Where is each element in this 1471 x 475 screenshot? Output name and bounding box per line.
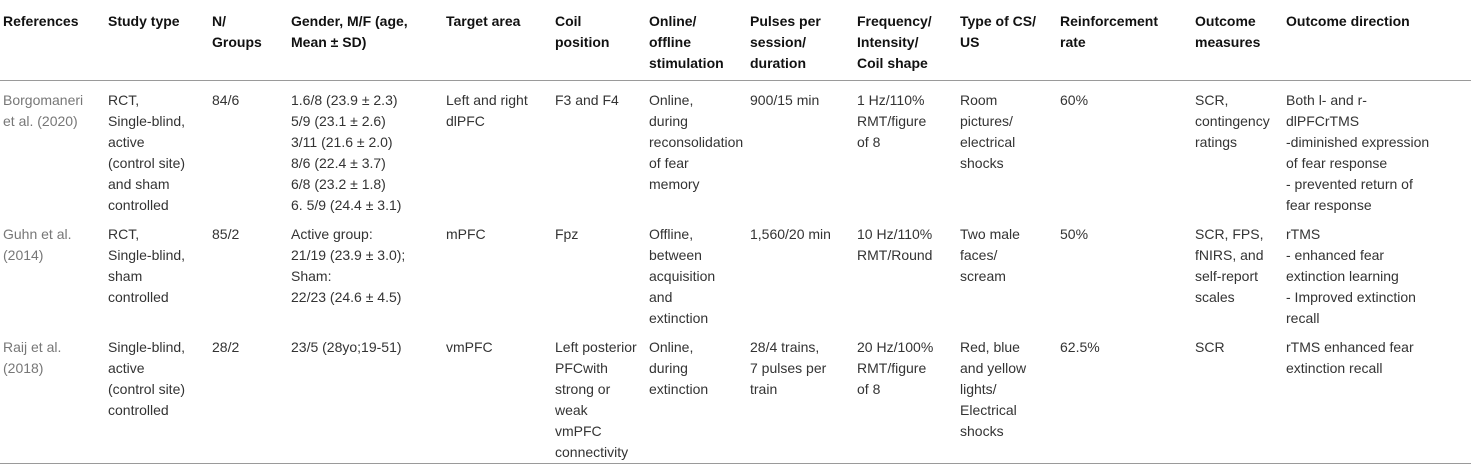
cell-text: 1,560/20 min	[750, 226, 831, 242]
cell-references	[0, 329, 104, 464]
cell-n-groups	[208, 329, 287, 464]
cell-text: extinction	[649, 381, 709, 397]
cell-study-type	[104, 81, 208, 217]
header-text: N/	[212, 13, 226, 29]
cell-text: RCT,	[108, 226, 140, 242]
cell-text: SCR	[1195, 339, 1225, 355]
cell-text: mPFC	[446, 226, 486, 242]
cell-text: of fear response	[1286, 155, 1388, 171]
column-header-frequency-intensity	[853, 0, 956, 81]
column-header-study-type	[104, 0, 208, 81]
cell-text: 60%	[1060, 92, 1089, 108]
header-text: Coil shape	[857, 55, 928, 71]
cell-text: RMT/figure	[857, 360, 927, 376]
cell-text: of 8	[857, 381, 881, 397]
cell-text: 85/2	[212, 226, 240, 242]
cell-text: and	[649, 289, 673, 305]
cell-text: of 8	[857, 134, 881, 150]
header-text: Coil	[555, 13, 582, 29]
cell-text: vmPFC	[555, 423, 602, 439]
cell-text: 50%	[1060, 226, 1089, 242]
cell-target-area	[442, 329, 551, 464]
header-text: US	[960, 34, 980, 50]
cell-text: -diminished expression	[1286, 134, 1430, 150]
cell-text: fear response	[1286, 197, 1372, 213]
header-text: position	[555, 34, 610, 50]
cell-text: strong or	[555, 381, 611, 397]
cell-text: Single-blind,	[108, 247, 186, 263]
cell-text: shocks	[960, 155, 1004, 171]
cell-text: extinction	[649, 310, 709, 326]
cell-frequency-intensity	[853, 329, 956, 464]
cell-text: RCT,	[108, 92, 140, 108]
cell-study-type	[104, 216, 208, 329]
cell-text: Single-blind,	[108, 339, 186, 355]
cell-text: PFCwith	[555, 360, 608, 376]
cell-text: train	[750, 381, 778, 397]
cell-text: Two male	[960, 226, 1020, 242]
cell-text: et al. (2020)	[3, 113, 78, 129]
cell-text: memory	[649, 176, 700, 192]
table-body	[0, 81, 1471, 464]
cell-text: - enhanced fear	[1286, 247, 1385, 263]
cell-text: rTMS enhanced fear	[1286, 339, 1414, 355]
column-header-n-groups	[208, 0, 287, 81]
cell-text: Offline,	[649, 226, 694, 242]
table-row	[0, 216, 1471, 329]
cell-text: Sham:	[291, 268, 332, 284]
cell-text: (control site)	[108, 381, 186, 397]
header-text: Gender, M/F (age,	[291, 13, 408, 29]
cell-text: 8/6 (22.4 ± 3.7)	[291, 155, 386, 171]
column-header-coil-position	[551, 0, 645, 81]
cell-text: weak	[555, 402, 588, 418]
cell-reinforcement-rate	[1056, 329, 1191, 464]
cell-text: Online,	[649, 339, 694, 355]
cell-text: 7 pulses per	[750, 360, 827, 376]
cell-online-offline	[645, 329, 746, 464]
cell-text: 900/15 min	[750, 92, 820, 108]
cell-text: sham	[108, 268, 143, 284]
cell-text: Fpz	[555, 226, 579, 242]
header-text: Reinforcement	[1060, 13, 1159, 29]
cell-cs-us-type	[956, 216, 1056, 329]
cell-outcome-measures	[1191, 216, 1282, 329]
cell-text: extinction recall	[1286, 360, 1383, 376]
cell-text: vmPFC	[446, 339, 493, 355]
cell-text: fNIRS, and	[1195, 247, 1264, 263]
cell-target-area	[442, 216, 551, 329]
cell-text: Both l- and r-	[1286, 92, 1367, 108]
cell-text: lights/	[960, 381, 997, 397]
cell-text: recall	[1286, 310, 1320, 326]
cell-coil-position	[551, 329, 645, 464]
header-text: References	[3, 13, 79, 29]
cell-text: 6/8 (23.2 ± 1.8)	[291, 176, 386, 192]
column-header-gender-age	[287, 0, 442, 81]
cell-text: 28/4 trains,	[750, 339, 820, 355]
cell-text: during	[649, 113, 688, 129]
header-text: Mean ± SD)	[291, 34, 367, 50]
cell-text: 23/5 (28yo;19-51)	[291, 339, 402, 355]
cell-text: controlled	[108, 289, 169, 305]
column-header-references	[0, 0, 104, 81]
header-text: session/	[750, 34, 807, 50]
cell-text: Single-blind,	[108, 113, 186, 129]
cell-text: Red, blue	[960, 339, 1020, 355]
cell-text: and yellow	[960, 360, 1027, 376]
table-header	[0, 0, 1471, 81]
cell-pulses-duration	[746, 329, 853, 464]
cell-text: Electrical	[960, 402, 1017, 418]
cell-cs-us-type	[956, 81, 1056, 217]
cell-text: self-report	[1195, 268, 1259, 284]
cell-text: of fear	[649, 155, 689, 171]
header-row	[0, 0, 1471, 81]
header-text: Frequency/	[857, 13, 932, 29]
header-text: offline	[649, 34, 691, 50]
cell-text: F3 and F4	[555, 92, 619, 108]
cell-text: and sham	[108, 176, 170, 192]
header-text: rate	[1060, 34, 1086, 50]
table-row	[0, 329, 1471, 464]
cell-n-groups	[208, 81, 287, 217]
cell-text: 22/23 (24.6 ± 4.5)	[291, 289, 402, 305]
cell-text: scales	[1195, 289, 1235, 305]
cell-text: active	[108, 360, 145, 376]
cell-text: 1 Hz/110%	[857, 92, 925, 108]
cell-outcome-measures	[1191, 81, 1282, 217]
cell-study-type	[104, 329, 208, 464]
cell-text: Active group:	[291, 226, 373, 242]
header-text: Outcome	[1195, 13, 1256, 29]
cell-gender-age	[287, 216, 442, 329]
cell-text: Left posterior	[555, 339, 637, 355]
cell-references	[0, 81, 104, 217]
cell-cs-us-type	[956, 329, 1056, 464]
cell-text: shocks	[960, 423, 1004, 439]
cell-text: Borgomaneri	[3, 92, 84, 108]
cell-text: RMT/Round	[857, 247, 933, 263]
cell-pulses-duration	[746, 81, 853, 217]
cell-reinforcement-rate	[1056, 81, 1191, 217]
cell-outcome-direction	[1282, 81, 1471, 217]
cell-text: (2014)	[3, 247, 44, 263]
cell-text: between	[649, 247, 702, 263]
cell-text: SCR, FPS,	[1195, 226, 1264, 242]
header-text: Target area	[446, 13, 521, 29]
cell-text: electrical	[960, 134, 1016, 150]
cell-text: Online,	[649, 92, 694, 108]
cell-text: Left and right	[446, 92, 528, 108]
cell-outcome-direction	[1282, 216, 1471, 329]
header-text: Study type	[108, 13, 180, 29]
cell-text: scream	[960, 268, 1006, 284]
cell-text: 20 Hz/100%	[857, 339, 934, 355]
cell-gender-age	[287, 81, 442, 217]
cell-outcome-measures	[1191, 329, 1282, 464]
cell-text: ratings	[1195, 134, 1238, 150]
cell-text: Raij et al.	[3, 339, 62, 355]
cell-outcome-direction	[1282, 329, 1471, 464]
header-text: Groups	[212, 34, 262, 50]
cell-text: - Improved extinction	[1286, 289, 1416, 305]
header-text: stimulation	[649, 55, 724, 71]
header-text: Type of CS/	[960, 13, 1036, 29]
cell-text: Room	[960, 92, 998, 108]
cell-text: 1.6/8 (23.9 ± 2.3)	[291, 92, 398, 108]
cell-text: reconsolidation	[649, 134, 744, 150]
column-header-outcome-direction	[1282, 0, 1471, 81]
cell-text: faces/	[960, 247, 998, 263]
cell-frequency-intensity	[853, 81, 956, 217]
column-header-pulses-duration	[746, 0, 853, 81]
cell-text: controlled	[108, 402, 169, 418]
cell-text: 62.5%	[1060, 339, 1100, 355]
cell-text: 5/9 (23.1 ± 2.6)	[291, 113, 386, 129]
cell-text: acquisition	[649, 268, 716, 284]
cell-text: dlPFCrTMS	[1286, 113, 1360, 129]
cell-online-offline	[645, 216, 746, 329]
cell-references	[0, 216, 104, 329]
cell-text: 10 Hz/110%	[857, 226, 933, 242]
cell-text: dlPFC	[446, 113, 485, 129]
header-text: Online/	[649, 13, 697, 29]
column-header-online-offline	[645, 0, 746, 81]
cell-text: SCR,	[1195, 92, 1229, 108]
cell-text: rTMS	[1286, 226, 1321, 242]
table-row	[0, 81, 1471, 217]
header-text: Intensity/	[857, 34, 919, 50]
cell-text: (control site)	[108, 155, 186, 171]
column-header-target-area	[442, 0, 551, 81]
cell-frequency-intensity	[853, 216, 956, 329]
cell-text: controlled	[108, 197, 169, 213]
cell-text: 3/11 (21.6 ± 2.0)	[291, 134, 393, 150]
cell-text: extinction learning	[1286, 268, 1399, 284]
cell-text: 28/2	[212, 339, 240, 355]
cell-text: pictures/	[960, 113, 1013, 129]
cell-text: 21/19 (23.9 ± 3.0);	[291, 247, 406, 263]
cell-reinforcement-rate	[1056, 216, 1191, 329]
cell-gender-age	[287, 329, 442, 464]
cell-text: - prevented return of	[1286, 176, 1413, 192]
cell-text: 84/6	[212, 92, 240, 108]
cell-text: contingency	[1195, 113, 1270, 129]
column-header-outcome-measures	[1191, 0, 1282, 81]
cell-text: 6. 5/9 (24.4 ± 3.1)	[291, 197, 402, 213]
cell-text: (2018)	[3, 360, 44, 376]
cell-pulses-duration	[746, 216, 853, 329]
cell-text: Guhn et al.	[3, 226, 72, 242]
header-text: duration	[750, 55, 806, 71]
cell-text: during	[649, 360, 688, 376]
cell-target-area	[442, 81, 551, 217]
cell-n-groups	[208, 216, 287, 329]
header-text: Pulses per	[750, 13, 821, 29]
cell-coil-position	[551, 216, 645, 329]
cell-coil-position	[551, 81, 645, 217]
header-text: Outcome direction	[1286, 13, 1410, 29]
cell-text: connectivity	[555, 444, 629, 460]
cell-text: active	[108, 134, 145, 150]
column-header-cs-us-type	[956, 0, 1056, 81]
column-header-reinforcement-rate	[1056, 0, 1191, 81]
header-text: measures	[1195, 34, 1261, 50]
cell-online-offline	[645, 81, 746, 217]
cell-text: RMT/figure	[857, 113, 927, 129]
